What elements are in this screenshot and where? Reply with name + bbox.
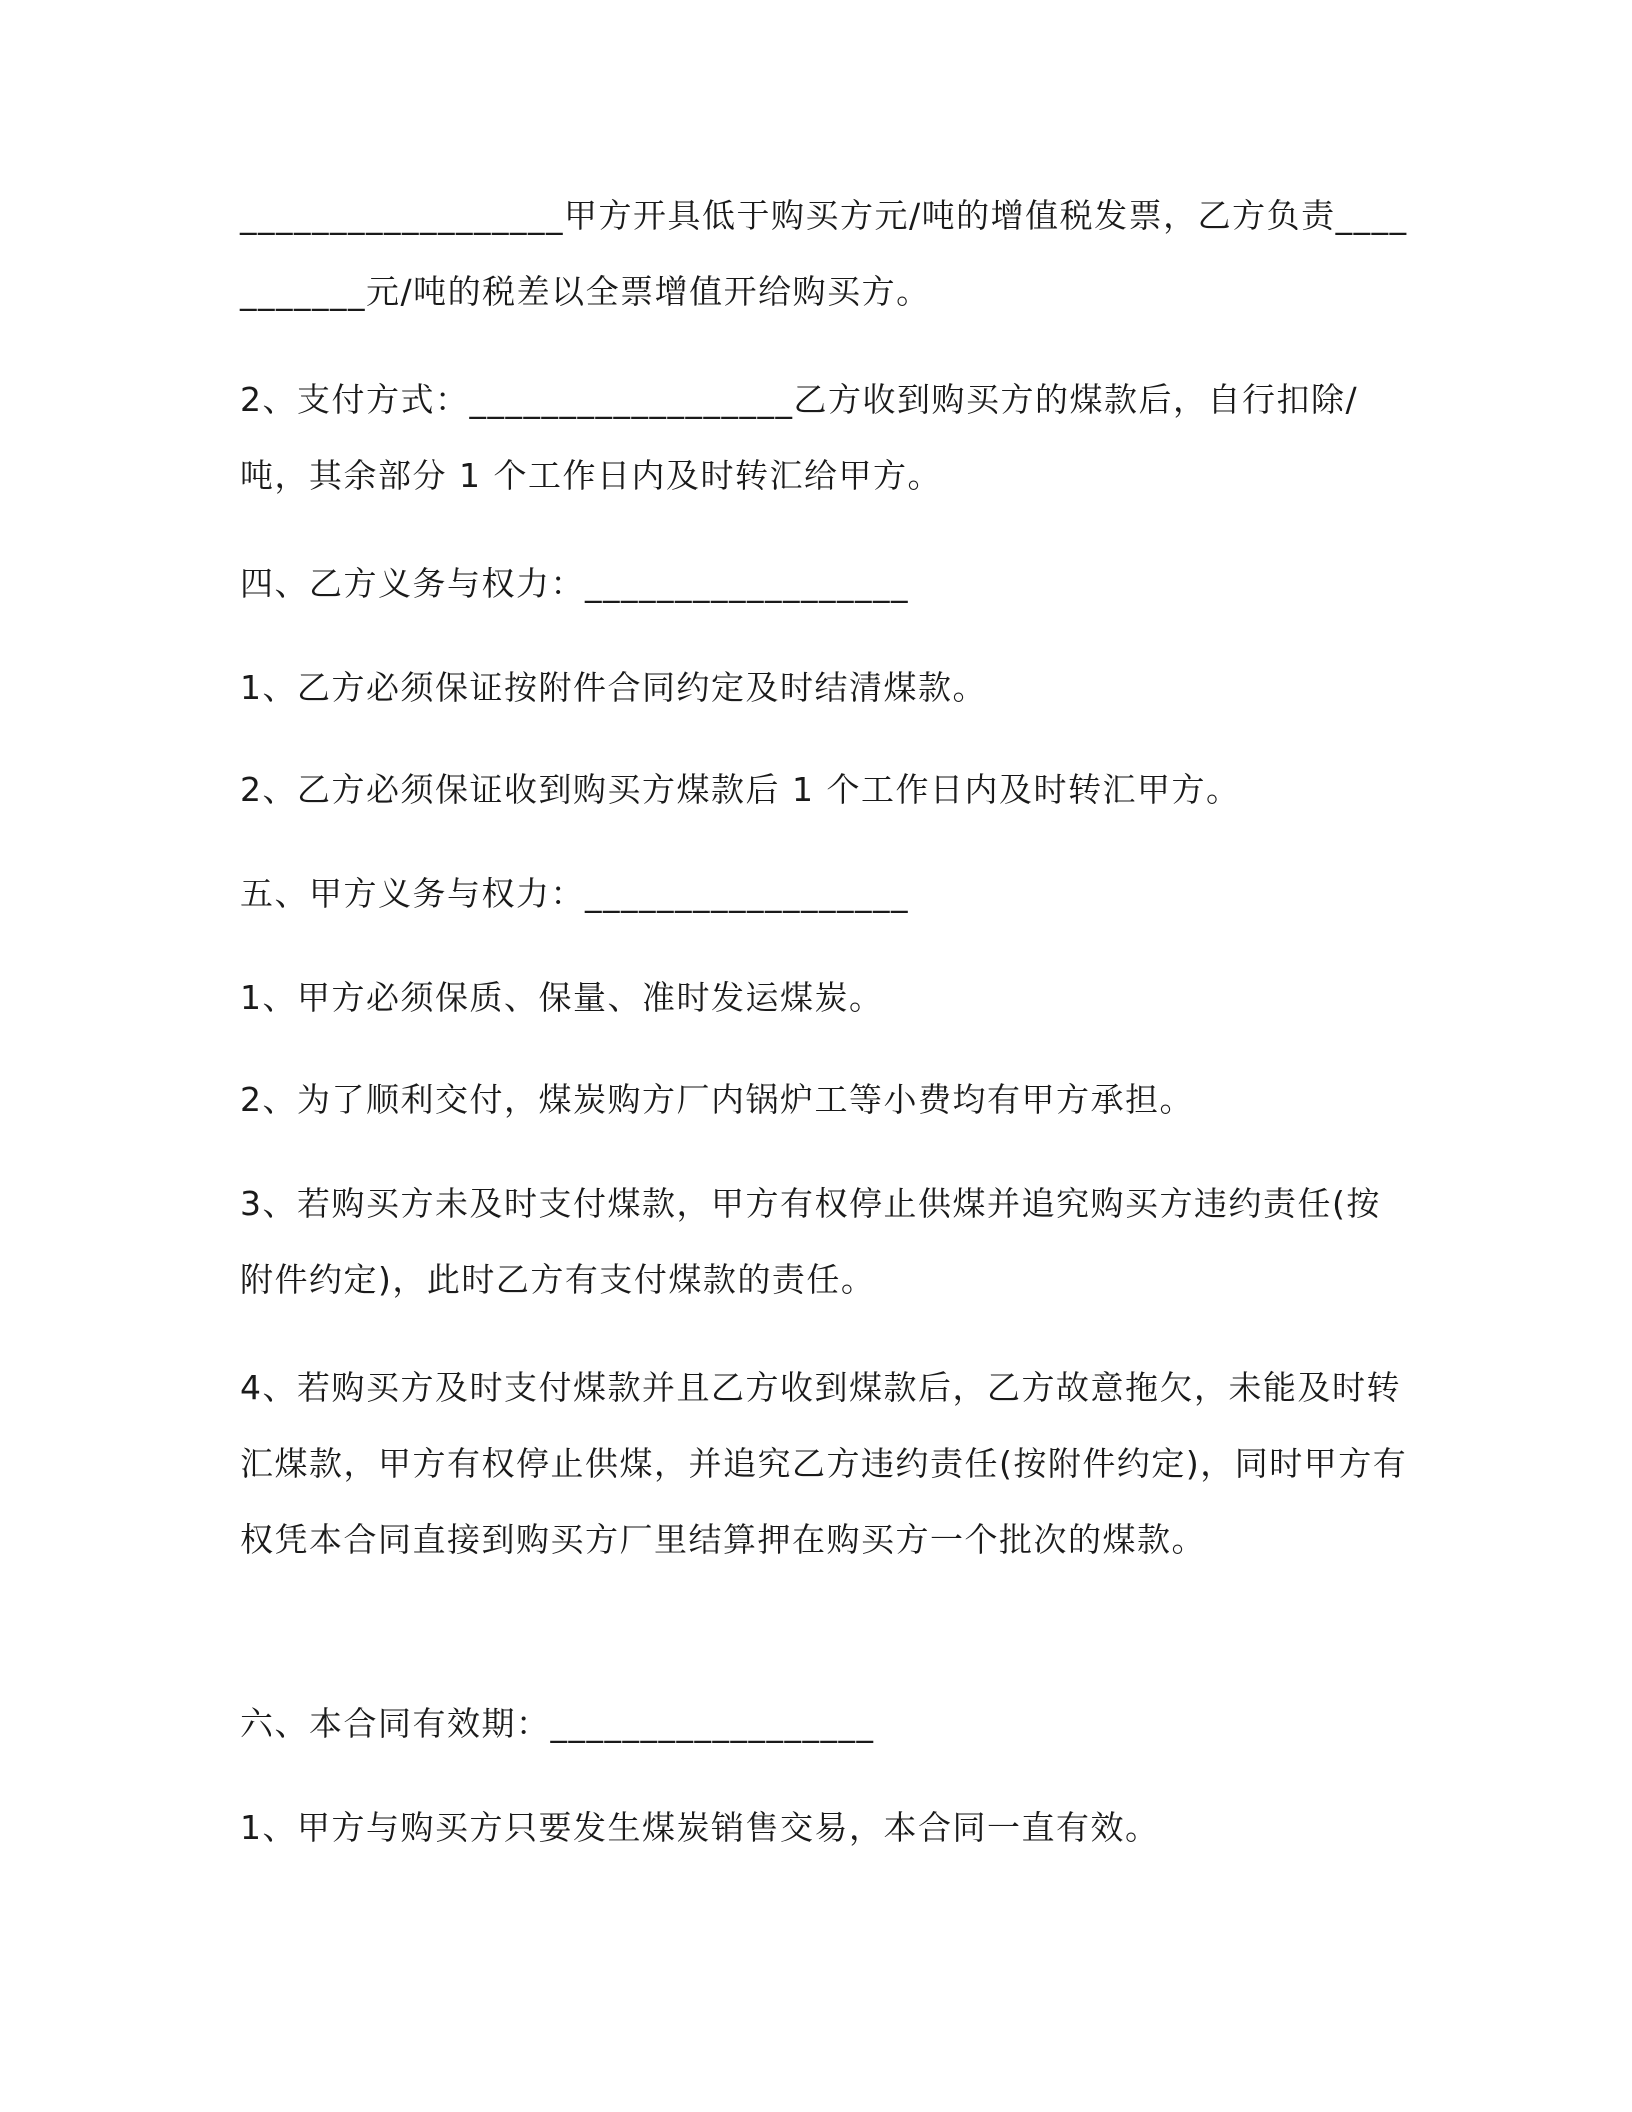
clause-party-a-2: 2、为了顺利交付，煤炭购方厂内锅炉工等小费均有甲方承担。: [240, 1080, 1194, 1119]
paragraph-payment-method: 2、支付方式：__________________乙方收到购买方的煤款后，自行扣除/吨，其余部分 1 个工作日内及时转汇给甲方。: [240, 380, 1359, 495]
clause-party-a-3: 3、若购买方未及时支付煤款，甲方有权停止供煤并追究购买方违约责任(按附件约定)，此时乙方有支付煤款的责任。: [240, 1184, 1381, 1299]
clause-party-a-4: 4、若购买方及时支付煤款并且乙方收到煤款后，乙方故意拖欠，未能及时转汇煤款，甲方有权停止供煤，并追究乙方违约责任(按附件约定)，同时甲方有权凭本合同直接到购买方厂里结算押在购买方一个批次的煤款。: [240, 1368, 1408, 1559]
section-heading-party-a: 五、甲方义务与权力：__________________: [240, 874, 909, 913]
clause-party-b-2: 2、乙方必须保证收到购买方煤款后 1 个工作日内及时转汇甲方。: [240, 770, 1241, 809]
clause-party-b-1: 1、乙方必须保证按附件合同约定及时结清煤款。: [240, 668, 987, 707]
clause-validity-1: 1、甲方与购买方只要发生煤炭销售交易，本合同一直有效。: [240, 1808, 1160, 1847]
section-heading-party-b: 四、乙方义务与权力：__________________: [240, 564, 909, 603]
section-heading-validity: 六、本合同有效期：__________________: [240, 1704, 875, 1743]
paragraph-tax-invoice: __________________甲方开具低于购买方元/吨的增值税发票，乙方负责___________元/吨的税差以全票增值开给购买方。: [240, 196, 1408, 311]
clause-party-a-1: 1、甲方必须保质、保量、准时发运煤炭。: [240, 978, 884, 1017]
